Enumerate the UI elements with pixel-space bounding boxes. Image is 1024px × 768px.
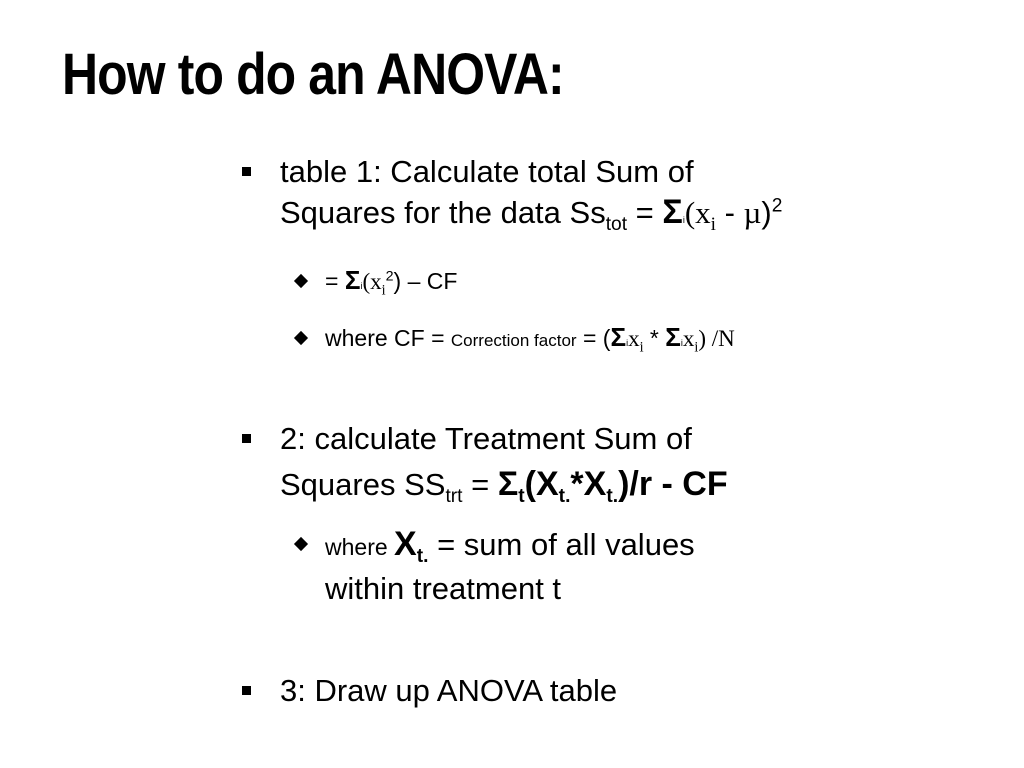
exponent: 2 [385,268,394,285]
bullet-line: 2: calculate Treatment Sum of [280,421,692,456]
bullet-line [280,464,728,508]
bullet-treatment-ss [280,418,728,508]
exponent: 2 [771,195,783,217]
variable-x: x [682,326,695,351]
x-index: i [694,339,699,356]
square-bullet-icon [242,167,251,176]
formula-part: (X [524,465,559,503]
sigma-symbol: Σ [497,465,519,503]
square-bullet-icon [242,434,251,443]
text: where CF = [325,325,451,351]
equals: = [462,467,498,502]
sigma-index: i [626,338,629,348]
mu-symbol: µ [743,195,762,230]
text: = sum of all values [428,527,695,562]
sigma-symbol: Σ [610,322,627,352]
cf-label: Correction factor [450,331,577,350]
diamond-bullet-icon [294,537,308,551]
sub-bullet-x-definition [325,524,695,609]
formula-subscript: t. [606,486,619,508]
bullet-anova-table [280,670,617,711]
text: Squares for the data Ss [280,195,606,230]
x-index: i [381,282,386,299]
formula-rest: ) – CF [393,268,458,294]
formula-part: )/r - CF [618,465,728,503]
bullet-line: 3: Draw up ANOVA table [280,673,618,708]
x-index: i [639,339,644,356]
diamond-bullet-icon [294,274,308,288]
sub-line: within treatment t [325,571,562,606]
sigma-index: i [680,338,683,348]
x-subscript: t. [416,546,429,568]
formula-subscript: t. [558,486,571,508]
bullet-line: table 1: Calculate total Sum of [280,154,694,189]
sub-line [325,524,695,568]
bullet-total-ss [280,151,782,241]
sigma-symbol: Σ [665,322,681,352]
sigma-index: i [360,281,363,291]
text: Squares SS [280,467,446,502]
sigma-index: i [682,215,685,225]
sub-bullet-correction-factor [325,322,735,358]
x-index: i [710,214,716,236]
formula-close: ) /N [698,326,735,351]
diamond-bullet-icon [294,331,308,345]
variable-x: x [695,195,711,230]
sigma-symbol: Σ [662,193,683,231]
square-bullet-icon [242,686,251,695]
times: * [643,325,666,351]
paren: ) [761,195,772,230]
sigma-symbol: Σ [344,265,361,295]
formula-part: *X [570,465,607,503]
sub-bullet-formula [325,265,457,301]
equals: = ( [576,325,611,351]
text: where [325,534,395,560]
minus: - [715,195,744,230]
equals: = [325,268,345,294]
variable-x: x [628,326,640,351]
sigma-index: t [518,486,525,508]
slide-title: How to do an ANOVA: [62,42,564,107]
variable-x: x [370,269,382,294]
subscript: tot [605,214,628,236]
equals: = [627,195,663,230]
bullet-line [280,192,782,241]
subscript: trt [445,486,463,508]
paren: ( [684,195,696,230]
paren: ( [362,269,371,294]
variable-x: X [394,525,417,563]
